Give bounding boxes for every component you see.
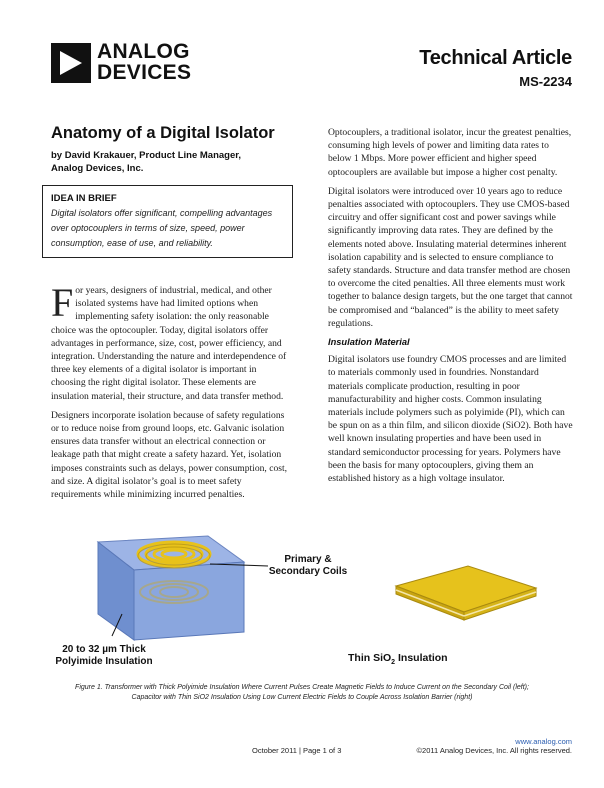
footer-copyright: ©2011 Analog Devices, Inc. All rights reserved. <box>416 746 572 755</box>
footer-url-link[interactable]: www.analog.com <box>515 737 572 746</box>
document-number: MS-2234 <box>519 74 572 89</box>
figure-1 <box>0 524 604 689</box>
label-primary-secondary-coils: Primary & Secondary Coils <box>268 554 348 577</box>
paragraph-optocouplers: Optocouplers, a traditional isolator, incur the greatest penalties, consuming high levels of power and limiting data rates to below 1 Mbps. More power efficient and higher speed optocouplers are available but impose a higher cost penalty. <box>328 127 572 178</box>
label-polyimide-insulation: 20 to 32 µm Thick Polyimide Insulation <box>55 644 153 667</box>
idea-in-brief-heading: IDEA IN BRIEF <box>51 193 117 204</box>
paragraph-insulation: Digital isolators use foundry CMOS processes and are limited to materials commonly used in foundries. Nonstandard materials complicate production, resulting in poor manufacturability and higher costs. Common insulating materials include polymers such as polyimide (PI), which can be spun on as a thin film, and silicon dioxide (SiO2). Both have well known insulating properties and have been used in standard semiconductor processing for years. Polymers have been the basis for many optocouplers, giving them an established history as a high voltage insulator. <box>328 354 573 485</box>
logo-line-2: DEVICES <box>97 61 192 84</box>
subheading-insulation-material: Insulation Material <box>328 337 410 348</box>
footer-date-page: October 2011 | Page 1 of 3 <box>252 746 342 755</box>
body-column-right <box>328 126 574 491</box>
paragraph-intro <box>51 280 293 403</box>
capacitor-illustration <box>390 558 542 628</box>
article-title: Anatomy of a Digital Isolator <box>51 124 275 142</box>
analog-devices-logo-text <box>97 41 191 83</box>
document-type: Technical Article <box>419 47 572 69</box>
idea-in-brief-text: Digital isolators offer significant, compelling advantages over optocouplers in terms of size, speed, power consumption, ease of use, and reliability. <box>51 208 273 248</box>
analog-devices-logo-mark <box>51 43 91 83</box>
byline <box>51 149 291 175</box>
label-sio2-insulation: Thin SiO$_2$ Insulation <box>348 652 448 667</box>
logo-line-1: ANALOG <box>97 40 190 63</box>
logo-triangle-icon <box>51 43 91 83</box>
paragraph-intro-text: or years, designers of industrial, medical, and other isolated systems have had limited options when implementing safety isolation: the only reasonable choice was the optocoupler. Today, digital isolators offer advantages in performance, size, cost, power efficiency, and integration. Understanding the nature and interdependence of three key elements of a digital isolator is important in choosing the right digital isolator. These elements are insulation material, their structure, and data transfer method. <box>51 285 287 402</box>
body-column-left <box>51 280 293 507</box>
byline-author: by David Krakauer, Product Line Manager, <box>51 150 242 161</box>
idea-in-brief-box <box>42 185 293 258</box>
paragraph-isolation: Designers incorporate isolation because of safety regulations or to reduce noise from ground loops, etc. Galvanic isolation ensures data transfer without an electrical connection or leakage path that might create a safety hazard. Yet, isolation imposes constraints such as delays, power consumption, cost, and size. A digital isolator’s goal is to meet safety requirements while minimizing incurred penalties. <box>51 409 288 501</box>
figure-caption: Figure 1. Transformer with Thick Polyimide Insulation Where Current Pulses Create Magnetic Fields to Induce Current on the Secondary Coil (left); Capacitor with Thin SiO2 Insulation Using Low Current Electric Fields to Couple Across Isolation Barrier (right) <box>75 684 529 701</box>
paragraph-digital-isolators: Digital isolators were introduced over 10 years ago to reduce penalties associated with optocouplers. They use CMOS-based circuitry and offer significant cost and power savings while significantly improving data rates. They are defined by the elements noted above. Insulating material determines inherent isolation capability and is selected to ensure compliance to safety standards. Structure and data transfer method are chosen to overcome the cited penalties. All three elements must work together to balance design targets, but the one target that cannot be compromised and “balanced” is the ability to meet safety regulations. <box>328 185 573 329</box>
drop-cap: F <box>51 280 74 325</box>
byline-company: Analog Devices, Inc. <box>51 163 144 174</box>
